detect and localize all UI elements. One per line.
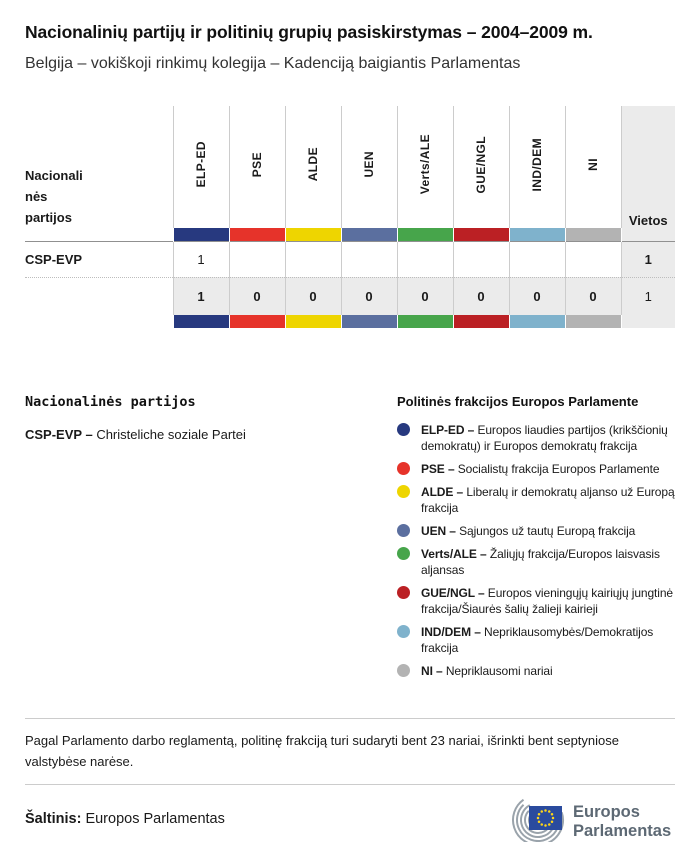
group-column-label: NI [586, 158, 600, 171]
flag-star [538, 821, 541, 824]
group-column-label: Verts/ALE [418, 134, 432, 195]
group-legend-abbr: ELP-ED – [421, 423, 475, 437]
group-color-bar [173, 315, 229, 328]
flag-star [544, 809, 547, 812]
flag-star [548, 823, 551, 826]
group-total-cell: 0 [285, 277, 341, 315]
group-legend-abbr: ALDE – [421, 485, 464, 499]
row-header-line: Nacionali [25, 168, 83, 183]
eu-flag-icon [529, 806, 562, 830]
group-column-label: PSE [250, 151, 264, 178]
group-color-bar [565, 228, 621, 241]
group-total-cell: 0 [509, 277, 565, 315]
group-color-dot [397, 664, 410, 677]
group-column-header-inddem [509, 106, 565, 228]
seats-column-header: Vietos [621, 106, 675, 228]
group-color-bar [453, 315, 509, 328]
party-row-label: CSP-EVP [25, 241, 173, 277]
logo-text-line1: Europos [573, 803, 640, 821]
divider [25, 718, 675, 719]
group-color-bar [565, 315, 621, 328]
group-legend-abbr: IND/DEM – [421, 625, 481, 639]
group-column-header-elped [173, 106, 229, 228]
political-groups-heading: Politinės frakcijos Europos Parlamente [397, 394, 639, 409]
page-title: Nacionalinių partijų ir politinių grupių pasiskirstymas – 2004–2009 m. [25, 22, 593, 42]
row-header-line: nės [25, 189, 48, 204]
source-label: Šaltinis: [25, 811, 82, 827]
group-color-dot [397, 462, 410, 475]
party-row [25, 241, 675, 277]
group-legend-name: Liberalų ir demokratų aljanso už Europą frakcija [421, 485, 675, 515]
national-parties-heading: Nacionalinės partijos [25, 394, 196, 410]
flag-star [541, 810, 544, 813]
group-color-dot [397, 625, 410, 638]
group-color-bar [229, 315, 285, 328]
totals-row [25, 277, 675, 315]
group-color-bar [285, 315, 341, 328]
flag-star [544, 824, 547, 827]
flag-star [551, 813, 554, 816]
group-legend-text [421, 663, 553, 679]
group-legend-abbr: PSE – [421, 462, 455, 476]
bar-row-blank [25, 228, 173, 241]
group-legend-item [397, 624, 675, 656]
group-legend-text [421, 461, 659, 477]
seat-count-cell [229, 241, 285, 277]
european-parliament-logo [505, 793, 675, 842]
group-color-bar [229, 228, 285, 241]
party-legend-abbr: CSP-EVP – [25, 427, 93, 442]
group-color-bar-row [25, 315, 675, 328]
group-column-header-ni [565, 106, 621, 228]
national-parties-legend [25, 394, 397, 686]
group-column-header-alde [285, 106, 341, 228]
group-total-cell: 1 [173, 277, 229, 315]
group-legend-item [397, 523, 675, 539]
group-color-bar [397, 315, 453, 328]
seat-count-cell [397, 241, 453, 277]
seat-count-cell [565, 241, 621, 277]
group-legend-abbr: GUE/NGL – [421, 586, 485, 600]
group-column-header-guengl [453, 106, 509, 228]
group-legend-name: Sąjungos už tautų Europą frakcija [459, 524, 636, 538]
political-groups-legend [397, 394, 675, 686]
group-legend-abbr: Verts/ALE – [421, 547, 487, 561]
row-header [25, 106, 173, 228]
bar-row-blank [25, 315, 173, 328]
group-column-label: IND/DEM [530, 137, 544, 192]
group-legend-item [397, 484, 675, 516]
flag-star [551, 821, 554, 824]
flag-star [537, 817, 540, 820]
group-column-header-uen [341, 106, 397, 228]
group-total-cell: 0 [229, 277, 285, 315]
group-color-dot [397, 586, 410, 599]
group-column-label: GUE/NGL [474, 135, 488, 194]
source-value: Europos Parlamentas [85, 811, 225, 827]
group-legend-text [421, 523, 635, 539]
group-legend-text [421, 484, 675, 516]
group-color-bar [453, 228, 509, 241]
group-color-bar-row [25, 228, 675, 241]
seat-count-cell [341, 241, 397, 277]
group-legend-item [397, 585, 675, 617]
source-row [25, 793, 675, 842]
page-subtitle: Belgija – vokiškoji rinkimų kolegija – Kadenciją baigiantis Parlamentas [25, 55, 521, 72]
group-color-dot [397, 524, 410, 537]
group-legend-name: Europos vieningųjų kairiųjų jungtinė frakcija/Šiaurės šalių žalieji kairieji [421, 586, 673, 616]
group-color-bar [341, 315, 397, 328]
seats-bar-cell [621, 228, 675, 241]
group-legend-text [421, 585, 675, 617]
party-legend-item [25, 426, 397, 443]
source-text [25, 811, 225, 827]
group-color-dot [397, 485, 410, 498]
group-color-bar [285, 228, 341, 241]
group-legend-name: Nepriklausomybės/Demokratijos frakcija [421, 625, 654, 655]
divider [25, 784, 675, 785]
group-color-dot [397, 547, 410, 560]
group-color-bar [509, 315, 565, 328]
seats-bar-cell [621, 315, 675, 328]
group-total-cell: 0 [341, 277, 397, 315]
group-legend-text [421, 624, 675, 656]
group-legend-name: Europos liaudies partijos (krikščionių demokratų) ir Europos demokratų frakcija [421, 423, 668, 453]
footnote-text: Pagal Parlamento darbo reglamentą, politinę frakciją turi sudaryti bent 23 nariai, išrinkti bent septyniose valstybėse narėse. [25, 733, 619, 769]
seat-count-cell [453, 241, 509, 277]
flag-star [548, 810, 551, 813]
seat-count-cell [509, 241, 565, 277]
seat-count-cell: 1 [173, 241, 229, 277]
group-total-cell: 0 [565, 277, 621, 315]
legend-section [25, 394, 675, 686]
group-legend-item [397, 422, 675, 454]
group-legend-name: Socialistų frakcija Europos Parlamente [457, 462, 660, 476]
group-color-bar [397, 228, 453, 241]
seat-count-cell [285, 241, 341, 277]
seats-grand-total: 1 [621, 277, 675, 315]
group-legend-text [421, 546, 675, 578]
group-total-cell: 0 [453, 277, 509, 315]
group-column-label: UEN [362, 151, 376, 178]
group-total-cell: 0 [397, 277, 453, 315]
flag-star [541, 823, 544, 826]
group-legend-abbr: UEN – [421, 524, 456, 538]
party-seats-total: 1 [621, 241, 675, 277]
group-legend-text [421, 422, 675, 454]
group-color-bar [341, 228, 397, 241]
group-legend-name: Žaliųjų frakcija/Europos laisvasis aljansas [421, 547, 660, 577]
group-color-bar [509, 228, 565, 241]
flag-star [552, 817, 555, 820]
group-column-label: ALDE [306, 147, 320, 182]
group-color-dot [397, 423, 410, 436]
group-legend-abbr: NI – [421, 664, 443, 678]
group-column-header-pse [229, 106, 285, 228]
flag-star [538, 813, 541, 816]
logo-text-line2: Parlamentas [573, 822, 672, 840]
group-legend-item [397, 663, 675, 679]
row-header-line: partijos [25, 210, 72, 225]
group-column-label: ELP-ED [194, 141, 208, 188]
group-color-bar [173, 228, 229, 241]
group-legend-name: Nepriklausomi nariai [445, 664, 553, 678]
group-column-header-vertsale [397, 106, 453, 228]
party-legend-name: Christeliche soziale Partei [96, 427, 246, 442]
totals-row-blank [25, 277, 173, 315]
group-legend-item [397, 461, 675, 477]
group-legend-item [397, 546, 675, 578]
seats-table [25, 106, 675, 328]
table-header-row [25, 106, 675, 228]
